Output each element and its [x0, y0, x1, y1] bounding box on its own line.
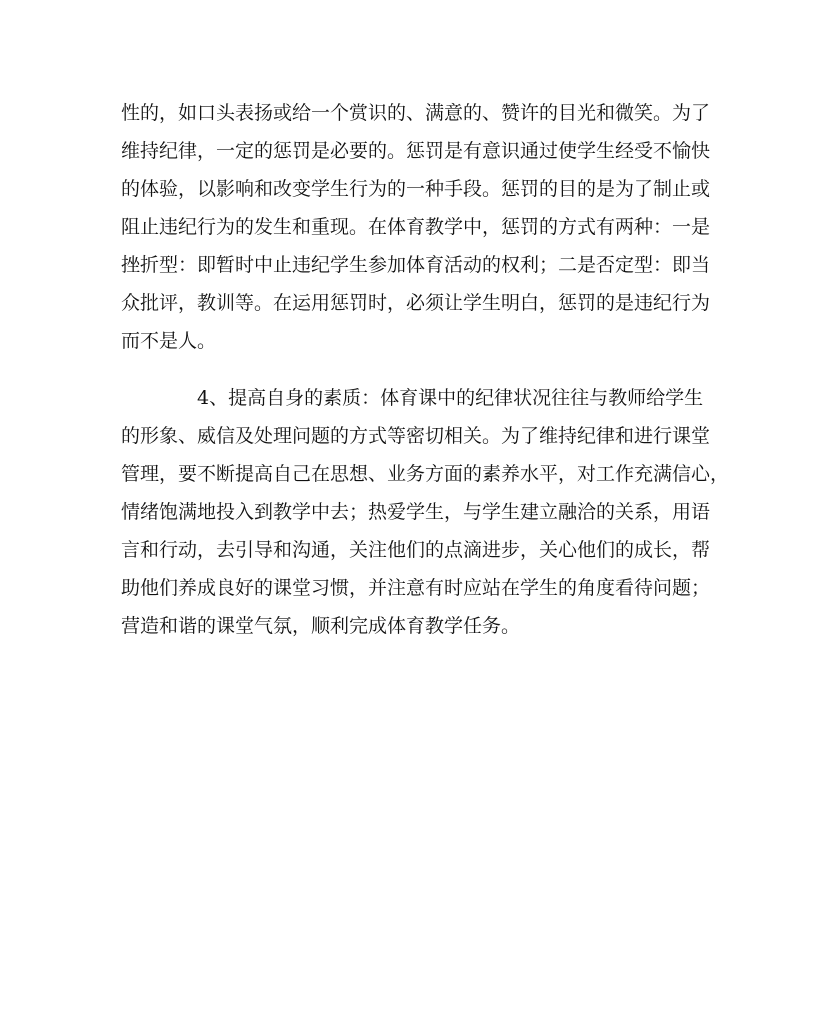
text-line: 管理，要不断提高自己在思想、业务方面的素养水平，对工作充满信心，: [121, 463, 730, 485]
text-line: 性的，如口头表扬或给一个赏识的、满意的、赞许的目光和微笑。为了: [121, 102, 711, 124]
paragraph-teacher-quality: [121, 379, 730, 645]
text-line: 众批评，教训等。在运用惩罚时，必须让学生明白，惩罚的是违纪行为: [121, 292, 711, 314]
text-line: 4、提高自身的素质：体育课中的纪律状况往往与教师给学生: [197, 387, 704, 409]
text-line: 挫折型：即暂时中止违纪学生参加体育活动的权利；二是否定型：即当: [121, 254, 711, 276]
text-line: 阻止违纪行为的发生和重现。在体育教学中，惩罚的方式有两种：一是: [121, 216, 711, 238]
text-line: 营造和谐的课堂气氛，顺利完成体育教学任务。: [121, 615, 521, 637]
text-line: 的体验，以影响和改变学生行为的一种手段。惩罚的目的是为了制止或: [121, 178, 711, 200]
paragraph-discipline-punishment: [121, 94, 711, 360]
text-line: 情绪饱满地投入到教学中去；热爱学生，与学生建立融洽的关系，用语: [121, 501, 711, 523]
text-line: 而不是人。: [121, 330, 217, 352]
text-line: 维持纪律，一定的惩罚是必要的。惩罚是有意识通过使学生经受不愉快: [121, 140, 711, 162]
text-line: 助他们养成良好的课堂习惯，并注意有时应站在学生的角度看待问题；: [121, 577, 711, 599]
text-line: 的形象、威信及处理问题的方式等密切相关。为了维持纪律和进行课堂: [121, 425, 711, 447]
text-line: 言和行动，去引导和沟通，关注他们的点滴进步，关心他们的成长，帮: [121, 539, 711, 561]
